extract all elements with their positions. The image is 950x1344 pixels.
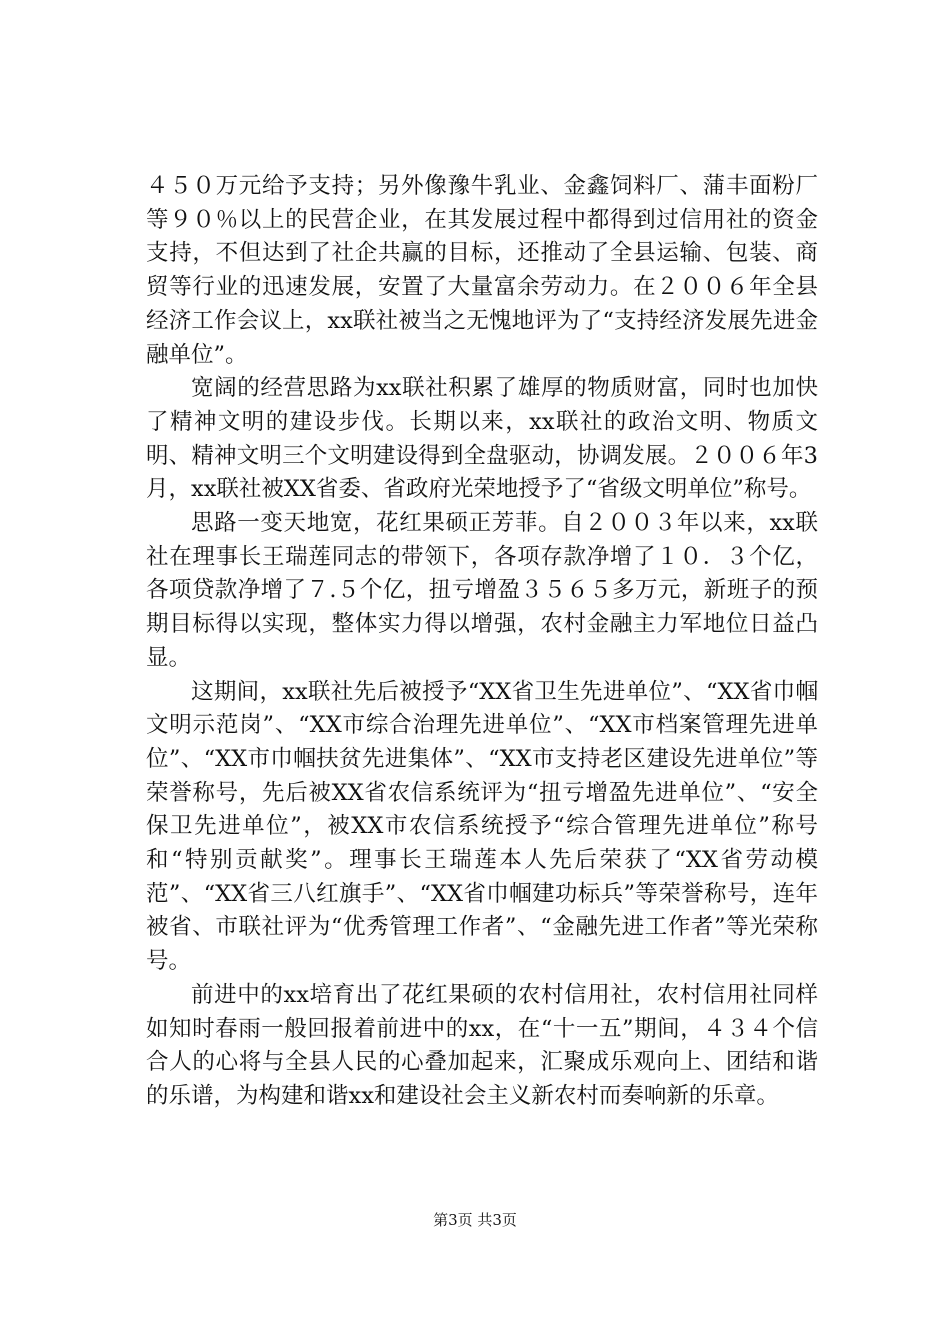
paragraph-2: 宽阔的经营思路为xx联社积累了雄厚的物质财富，同时也加快了精神文明的建设步伐。长期以来，xx联社的政治文明、物质文明、精神文明三个文明建设得到全盘驱动，协调发展。２００６年3月，xx联社被XX省委、省政府光荣地授予了“省级文明单位”称号。 — [146, 375, 818, 503]
paragraph-4: 这期间，xx联社先后被授予“XX省卫生先进单位”、“XX省巾帼文明示范岗”、“XX市综合治理先进单位”、“XX市档案管理先进单位”、“XX市巾帼扶贫先进集体”、“XX市支持老区建设先进单位”等荣誉称号，先后被XX省农信系统评为“扭亏增盈先进单位”、“安全保卫先进单位”，被XX市农信系统授予“综合管理先进单位”称号和“特别贡献奖”。理事长王瑞莲本人先后荣获了“XX省劳动模范”、“XX省三八红旗手”、“XX省巾帼建功标兵”等荣誉称号，连年被省、市联社评为“优秀管理工作者”、“金融先进工作者”等光荣称号。 — [146, 678, 818, 975]
document-body — [146, 170, 818, 1114]
paragraph-1: ４５０万元给予支持；另外像豫牛乳业、金鑫饲料厂、蒲丰面粉厂等９０％以上的民营企业，在其发展过程中都得到过信用社的资金支持，不但达到了社企共赢的目标，还推动了全县运输、包装、商贸等行业的迅速发展，安置了大量富余劳动力。在２００６年全县经济工作会议上，xx联社被当之无愧地评为了“支持经济发展先进金融单位”。 — [146, 173, 818, 368]
paragraph-3: 思路一变天地宽，花红果硕正芳菲。自２００３年以来，xx联社在理事长王瑞莲同志的带领下，各项存款净增了１０．３个亿，各项贷款净增了７.５个亿，扭亏增盈３５６５多万元，新班子的预期目标得以实现，整体实力得以增强，农村金融主力军地位日益凸显。 — [146, 510, 818, 671]
paragraph-5: 前进中的xx培育出了花红果硕的农村信用社，农村信用社同样如知时春雨一般回报着前进中的xx，在“十一五”期间，４３４个信合人的心将与全县人民的心叠加起来，汇聚成乐观向上、团结和谐的乐谱，为构建和谐xx和建设社会主义新农村而奏响新的乐章。 — [146, 981, 818, 1109]
page-footer: 第3页 共3页 — [433, 1211, 517, 1229]
